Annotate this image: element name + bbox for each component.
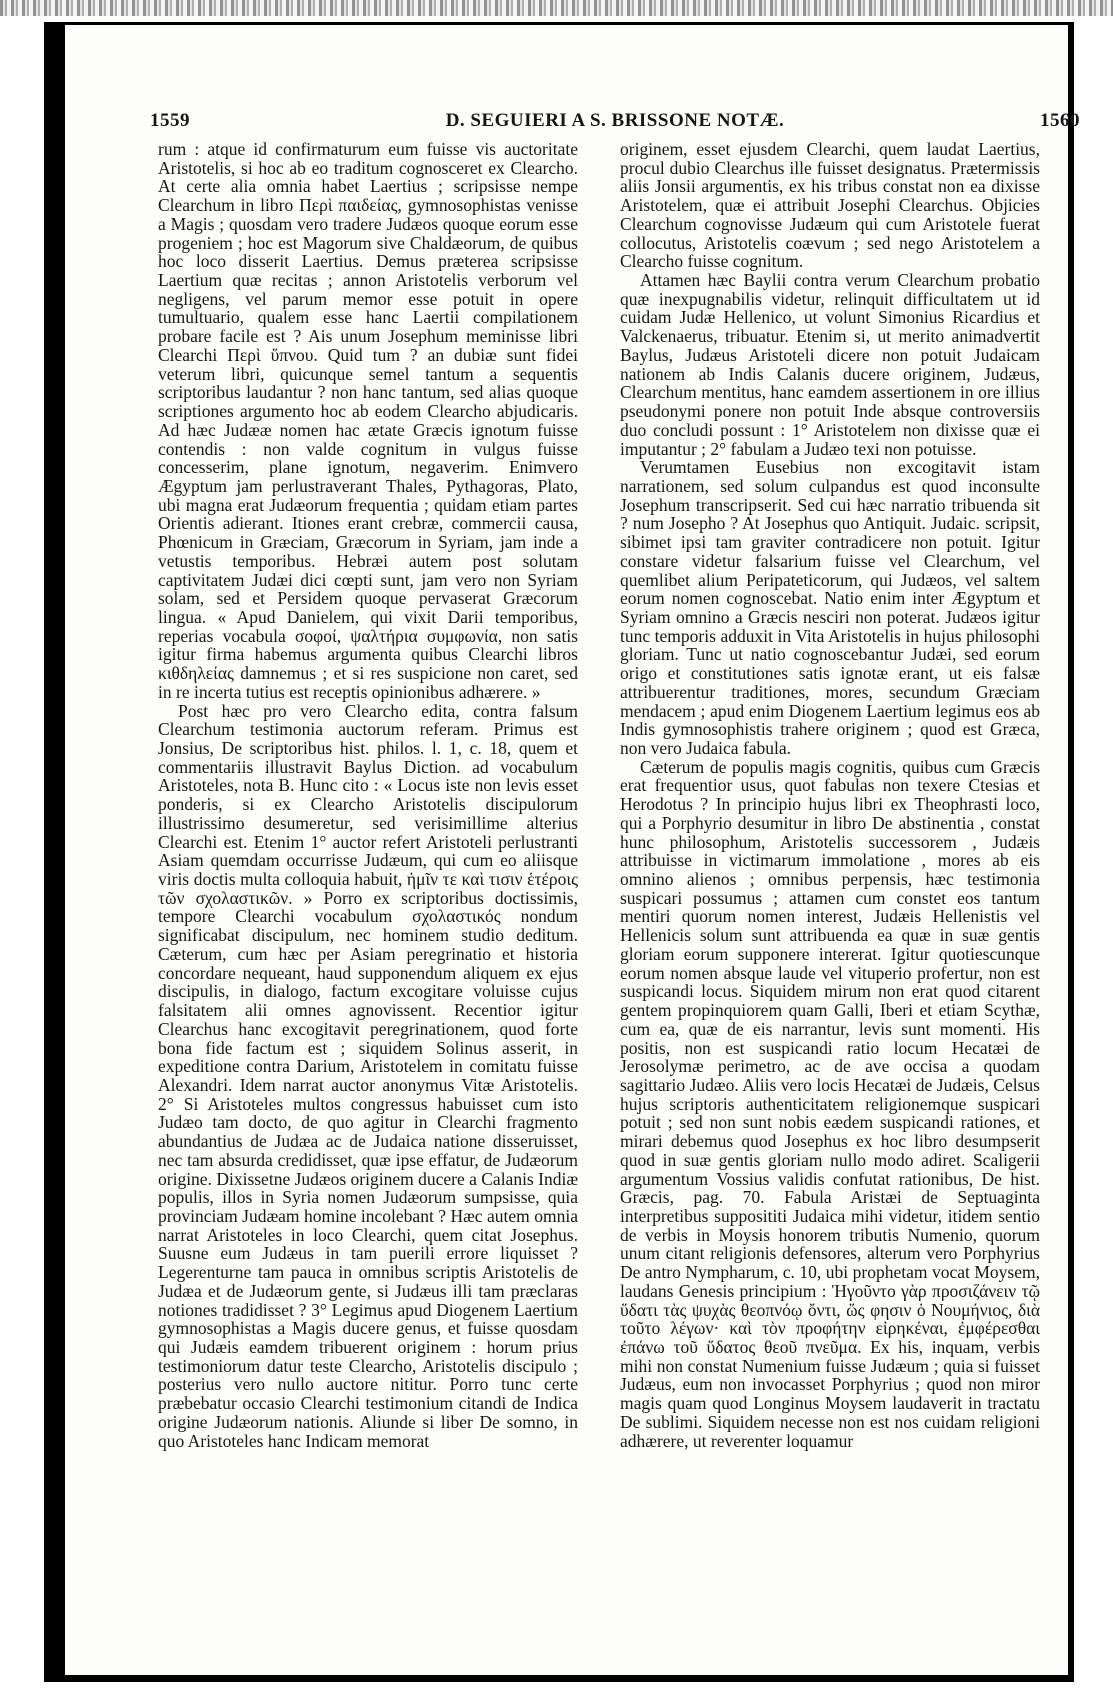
page-number-left: 1559: [150, 110, 190, 131]
page-number-right: 1560: [1040, 110, 1080, 131]
left-column: [158, 140, 578, 1645]
paragraph: Post hæc pro vero Clearcho edita, contra falsum Clearchum testimonia auctorum referam. Primus est Jonsius, De scriptoribus hist. philos. l. 1, c. 18, quem et commentariis illustravit Baylus Diction. ad vocabulum Aristoteles, nota B. Hunc cito : « Locus iste non levis esset ponderis, si ex Clearcho Aristotelis discipulorum illustrissimo desumeretur, sed verisimillime alterius Clearchi est. Etenim 1° auctor refert Aristoteli perlustranti Asiam quemdam occurrisse Judæum, qui cum eo aliisque viris doctis multa colloquia habuit, ἡμῖν τε καὶ τισιν ἑτέροις τῶν σχολαστικῶν. » Porro ex scriptoribus doctissimis, tempore Clearchi vocabulum σχολαστικός nondum significabat discipulum, nec hominem studio deditum. Cæterum, cum hæc per Asiam peregrinatio et historia concordare nequeant, haud supponendum aliquem ex ejus discipulis, in dialogo, factum excogitare voluisse cujus falsitatem alii omnes agnovissent. Recentior igitur Clearchus hanc excogitavit peregrinationem, quod forte bona fide factum est ; siquidem Solinus asserit, in expeditione contra Darium, Aristotelem in comitatu fuisse Alexandri. Idem narrat auctor anonymus Vitæ Aristotelis. 2° Si Aristoteles multos congressus habuisset cum isto Judæo tam docto, de quo agitur in Clearchi fragmento abundantius de Judæa ac de Judaica natione disseruisset, nec tam absurda credidisset, quæ ipse effatur, de Judæorum origine. Dixissetne Judæos originem ducere a Calanis Indiæ populis, illos in Syria nomen Judæorum sumpsisse, quia provinciam Judæam homine incolebant ? Hæc autem omnia narrat Aristoteles in loco Clearchi, quem citat Josephus. Suusne eum Judæus in tam puerili errore liquisset ? Legerenturne tam pauca in omnibus scriptis Aristotelis de Judæa et de Judæorum gente, si Judæus illi tam præclaras notiones tradidisset ? 3° Legimus apud Diogenem Laertium gymnosophistas a Magis ducere genus, et fuisse quosdam qui Judæis eamdem tribuerent originem : horum prius testimoniorum datur teste Clearcho, Aristotelis discipulo ; posterius vero nullo auctore nititur. Porro tunc certe præbebatur occasio Clearchi testimonium citandi de Indica origine Judæorum nationis. Aliunde si liber De somno, in quo Aristoteles hanc Indicam memorat: [158, 700, 578, 1451]
paragraph: Verumtamen Eusebius non excogitavit istam narrationem, sed solum culpandus est quod inconsulte Josephum transcripserit. Sed cui hæc narratio tribuenda sit ? num Josepho ? At Josephus quo Antiquit. Judaic. scripsit, sibimet ipsi tam graviter contradicere non potuit. Igitur constare videtur falsarium fuisse vel Clearchum, vel quemlibet alium Peripateticorum, qui Judæos, vel saltem eorum nomen cognoscebat. Natio enim inter Ægyptum et Syriam omnino a Græcis nesciri non poterat. Judæos igitur tunc temporis adduxit in Vita Aristotelis in hujus philosophi gloriam. Tunc ut natio cognoscebantur Judæi, sed eorum origo et constitutiones satis ignotæ erant, ut eis falsæ attribuerentur traditiones, mores, secundum Græciam mendacem ; apud enim Diogenem Laertium legimus eos ab Indis gymnosophistis trahere originem ; quod est Græca, non vero Judaica fabula.: [620, 457, 1040, 758]
scan-top-edge: [0, 0, 1113, 16]
paragraph: Attamen hæc Baylii contra verum Clearchum probatio quæ inexpugnabilis videtur, relinquit difficultatem ut id cuidam Judæ Hellenico, ut volunt Simonius Ricardius et Valckenaerus, tribuatur. Etenim si, ut merito animadvertit Baylus, Judæus Aristoteli dicere non potuit Judaicam nationem ab Indis Calanis ducere originem, Judæus, Clearchum mentitus, hanc eamdem assertionem in ore illius pseudonymi ponere non potuit Inde absque controversiis duo concludi possunt : 1° Aristotelem non dixisse quæ ei imputantur ; 2° fabulam a Judæo texi non potuisse.: [620, 270, 1040, 459]
paragraph: Cæterum de populis magis cognitis, quibus cum Græcis erat frequentior usus, quot fabulas non texere Ctesias et Herodotus ? In principio hujus libri ex Theophrasti loco, qui a Porphyrio desumitur in libro De abstinentia , constat hunc philosophum, Aristotelis successorem , Judæis attribuisse in victimarum immolatione , mores ab eis omnino alienos ; omnibus perpensis, hæc testimonia suspicari possumus ; attamen cum constet eos tantum mentiri quorum nomen interest, Judæis Hellenistis vel Hellenicis solum sunt attribuenda ea quæ in suæ gentis gloriam eorum supponere intererat. Igitur quotiescunque eorum nomen absque laude vel vituperio profertur, non est suspicandi locus. Siquidem mirum non erat quod citarent gentem propinquiorem quam Galli, Iberi et etiam Scythæ, cum ea, quæ de eis narrantur, levis sunt momenti. His positis, non est suspicandi ratio locum Hecatæi de Jerosolymæ perimetro, ac de ave occisa a quodam sagittario Judæo. Aliis vero locis Hecatæi de Judæis, Celsus hujus scriptoris authenticitatem religionemque suspicari potuit ; sed non sunt nobis eædem suspicandi rationes, et mirari debemus quod Josephus ex hoc libro desumpserit quod in suæ gentis gloriam nullo modo adiret. Scaligerii argumentum Vossius validis confutat rationibus, De hist. Græcis, pag. 70. Fabula Aristæi de Septuaginta interpretibus supposititi Judaica mihi videtur, itidem sentio de verbis in Moysis honorem tributis Numenio, quorum unum citant religionis defensores, alterum vero Porphyrius De antro Nympharum, c. 10, ubi prophetam vocat Moysem, laudans Genesis principium : Ἡγοῦντο γὰρ προσιζάνειν τῷ ὕδατι τὰς ψυχὰς θεοπνόῳ ὄντι, ὥς φησιν ὁ Νουμήνιος, διὰ τοῦτο λέγων· καὶ τὸν προφήτην εἰρηκέναι, ἐμφέρεσθαι ἐπάνω τοῦ ὕδατος θεοῦ πνεῦμα. Ex his, inquam, verbis mihi non constat Numenium fuisse Judæum ; quia si fuisset Judæus, eum non invocasset Porphyrius ; quod non miror magis quam quod Longinus Moysem laudaverit in tractatu De sublimi. Siquidem necesse non est nos cuidam religioni adhærere, ut reverenter loquamur: [620, 756, 1040, 1451]
paragraph: rum : atque id confirmaturum eum fuisse vis auctoritate Aristotelis, si hoc ab eo traditum cognosceret ex Clearcho. At certe alia omnia habet Laertius ; scripsisse nempe Clearchum in libro Περὶ παιδείας, gymnosophistas venisse a Magis ; quosdam vero tradere Judæos quoque eorum esse progeniem ; hoc est Magorum sive Chaldæorum, de quibus hoc loco disserit Laertius. Demus præterea scripsisse Laertium quæ recitas ; annon Aristotelis verborum vel negligens, vel parum memor esse potuit in opere tumultuario, qualem esse hanc Laertii compilationem probare facile est ? Ais unum Josephum meminisse libri Clearchi Περὶ ὕπνου. Quid tum ? an dubiæ sunt fidei veterum libri, quicunque semel tantum a sequentis scriptoribus laudantur ? non hanc tantum, sed alias quoque scriptiones argumento hoc ab eodem Clearcho abjudicaris. Ad hæc Judææ nomen hac ætate Græcis ignotum fuisse contendis : non valde cognitum in vulgus fuisse concesserim, plane ignotum, negaverim. Enimvero Ægyptum jam perlustraverant Thales, Pythagoras, Plato, ubi magna erat Judæorum frequentia ; quidam etiam partes Orientis adierant. Itiones erant crebræ, commercii causa, Phœnicum in Græciam, Græcorum in Syriam, jam inde a vetustis temporibus. Hebræi autem post solutam captivitatem Judæi dici cœpti sunt, jam vero non Syriam solam, sed et Persidem quoque pervaserat Græcorum lingua. « Apud Danielem, qui vixit Darii temporibus, reperias vocabula σοφοί, ψαλτήρια συμφωνία, non satis igitur firma habemus argumenta quibus Clearchi libros κιθδηλείας damnemus ; et si res suspicione non caret, sed in re incerta tutius est receptis opinionibus adhærere. »: [158, 140, 578, 702]
running-header: [150, 110, 1080, 136]
right-column: [620, 140, 1040, 1645]
paragraph: originem, esset ejusdem Clearchi, quem laudat Laertius, procul dubio Clearchus ille fuisset designatus. Prætermissis aliis Jonsii argumentis, ex his tribus constat non ea dixisse Aristotelem, quæ ei attribuit Josephi Clearchus. Objicies Clearchum cognovisse Judæum qui cum Aristotele fuerat collocutus, Aristotelis coævum ; sed nego Aristotelem a Clearcho fuisse cognitum.: [620, 140, 1040, 272]
running-title: D. SEGUIERI A S. BRISSONE NOTÆ.: [445, 110, 785, 131]
